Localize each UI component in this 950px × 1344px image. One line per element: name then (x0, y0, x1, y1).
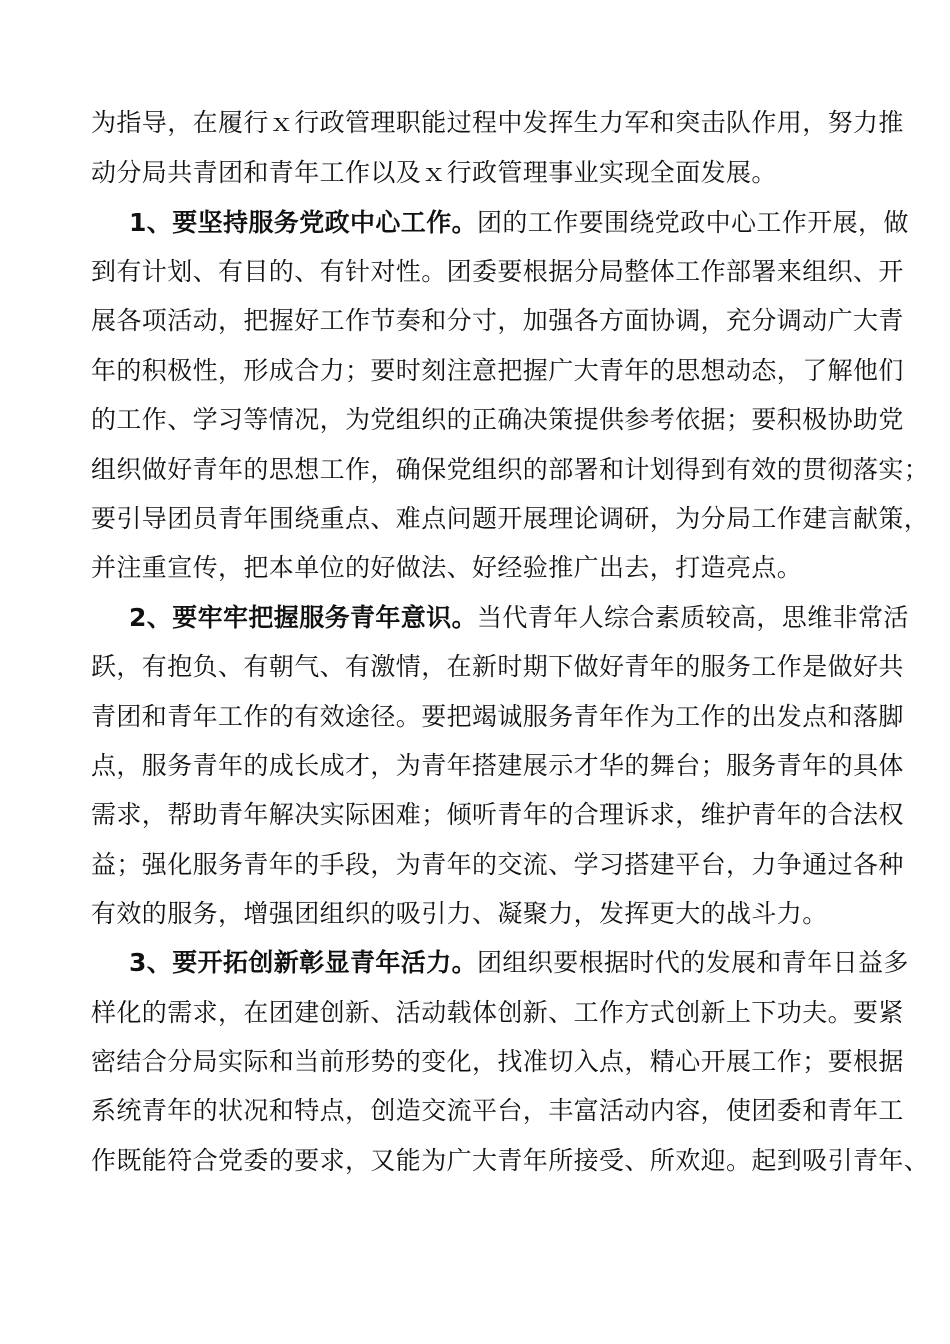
intro-line: 为指导，在履行ｘ行政管理职能过程中发挥生力军和突击队作用，努力推 (91, 108, 904, 137)
paragraph-line: 系统青年的状况和特点，创造交流平台，丰富活动内容，使团委和青年工 (91, 1096, 904, 1125)
paragraph-line: 有效的服务，增强团组织的吸引力、凝聚力，发挥更大的战斗力。 (91, 899, 828, 928)
paragraph-first-line (129, 948, 909, 978)
item-3-text: 团组织要根据时代的发展和青年日益多 (477, 948, 909, 977)
paragraph-line: 展各项活动，把握好工作节奏和分寸，加强各方面协调，充分调动广大青 (91, 306, 904, 335)
paragraph-line: 青团和青年工作的有效途径。要把竭诚服务青年作为工作的出发点和落脚 (91, 702, 904, 731)
paragraph-first-line (129, 208, 909, 238)
paragraph-line: 点，服务青年的成长成才，为青年搭建展示才华的舞台；服务青年的具体 (91, 751, 904, 780)
paragraph-line: 并注重宣传，把本单位的好做法、好经验推广出去，打造亮点。 (91, 553, 803, 582)
paragraph-line: 的工作、学习等情况，为党组织的正确决策提供参考依据；要积极协助党 (91, 405, 904, 434)
item-1-heading: 1、要坚持服务党政中心工作。 (129, 208, 477, 237)
item-3-heading: 3、要开拓创新彰显青年活力。 (129, 948, 477, 977)
paragraph-first-line (129, 603, 909, 633)
paragraph-line: 密结合分局实际和当前形势的变化，找准切入点，精心开展工作；要根据 (91, 1047, 904, 1076)
paragraph-line: 益；强化服务青年的手段，为青年的交流、学习搭建平台，力争通过各种 (91, 850, 904, 879)
paragraph-line: 作既能符合党委的要求，又能为广大青年所接受、所欢迎。起到吸引青年、 (91, 1146, 930, 1175)
paragraph-line: 年的积极性，形成合力；要时刻注意把握广大青年的思想动态，了解他们 (91, 356, 904, 385)
intro-line: 动分局共青团和青年工作以及ｘ行政管理事业实现全面发展。 (91, 158, 777, 187)
paragraph-line: 要引导团员青年围绕重点、难点问题开展理论调研，为分局工作建言献策， (91, 504, 930, 533)
paragraph-line: 需求，帮助青年解决实际困难；倾听青年的合理诉求，维护青年的合法权 (91, 800, 904, 829)
paragraph-line: 跃，有抱负、有朝气、有激情，在新时期下做好青年的服务工作是做好共 (91, 652, 904, 681)
paragraph-line: 组织做好青年的思想工作，确保党组织的部署和计划得到有效的贯彻落实； (91, 455, 930, 484)
item-2-heading: 2、要牢牢把握服务青年意识。 (129, 603, 477, 632)
item-1-text: 团的工作要围绕党政中心工作开展，做 (477, 208, 909, 237)
paragraph-line: 到有计划、有目的、有针对性。团委要根据分局整体工作部署来组织、开 (91, 257, 904, 286)
item-2-text: 当代青年人综合素质较高，思维非常活 (477, 603, 909, 632)
paragraph-line: 样化的需求，在团建创新、活动载体创新、工作方式创新上下功夫。要紧 (91, 998, 904, 1027)
